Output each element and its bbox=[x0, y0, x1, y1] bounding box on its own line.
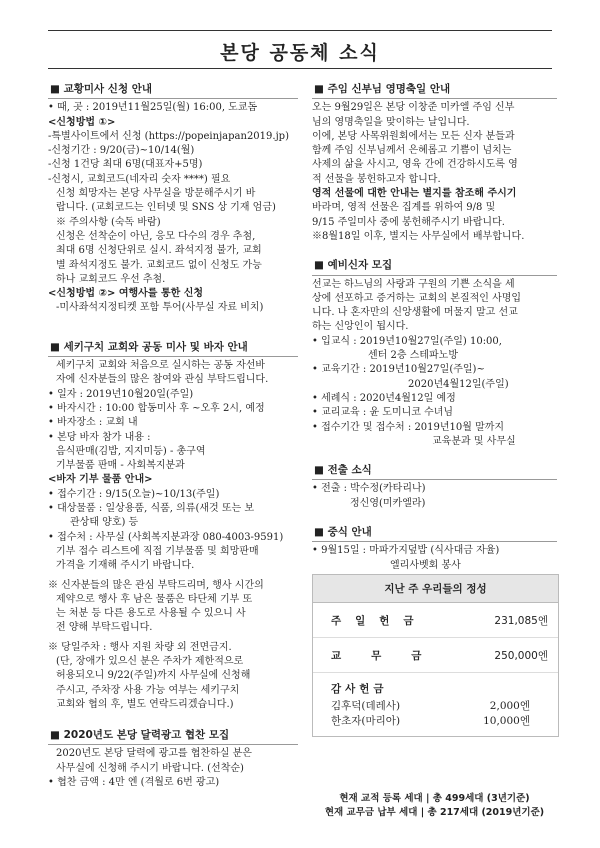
section-heading: ■ 주임 신부님 영명축일 안내 bbox=[312, 80, 557, 99]
donor-amount: 10,000엔 bbox=[483, 715, 530, 727]
text-line: • 접수기간 : 9/15(오늘)~10/13(주일) bbox=[48, 488, 220, 500]
text-line: ※ 신자분들의 많은 관심 부탁드리며, 행사 시간의 bbox=[48, 579, 264, 591]
text-line: 세키구치 교회와 처음으로 실시하는 공동 자선바 bbox=[56, 360, 266, 372]
text-line: • 세례식 : 2020년4월12일 예정 bbox=[312, 392, 456, 404]
text-line: • 일자 : 2019년10월20일(주일) bbox=[48, 388, 194, 400]
text-line: 정신영(미카엘라) bbox=[350, 497, 426, 509]
offering-amount: 231,085엔 bbox=[494, 614, 548, 627]
text-line: ※ 주의사항 (숙독 바람) bbox=[56, 216, 161, 228]
text-line: 주시고, 주차장 사용 가능 여부는 세키구치 bbox=[56, 684, 240, 696]
title-rule-bottom bbox=[48, 68, 552, 69]
text-line: • 바자시간 : 10:00 합동미사 후 ~오후 2시, 예정 bbox=[48, 402, 265, 414]
text-line: • 접수기간 및 접수처 : 2019년10월 말까지 bbox=[312, 421, 505, 433]
text-line: -신청 1건당 최대 6명(대표자+5명) bbox=[48, 159, 203, 171]
text-line: • 9월15일 : 마파가지덮밥 (식사대금 자율) bbox=[312, 545, 500, 557]
section-heading: ■ 예비신자 모집 bbox=[312, 256, 557, 275]
thanks-offering bbox=[313, 673, 558, 736]
text-line: 전 양해 부탁드립니다. bbox=[56, 622, 153, 634]
text-line: 교육분과 및 사무실 bbox=[432, 435, 516, 447]
text-line: 하나 교회코드 우선 추첨. bbox=[56, 273, 166, 285]
text-line: (단, 장애가 있으신 분은 주차가 제한적으로 bbox=[56, 655, 244, 667]
text-line: • 교육기간 : 2019년10월27일(주일)~ bbox=[312, 364, 485, 376]
section-heading: ■ 중식 안내 bbox=[312, 523, 557, 542]
text-line: 자에 신자분들의 많은 참여와 관심 부탁드립니다. bbox=[56, 374, 269, 386]
text-line: • 교리교육 : 윤 도미니코 수녀님 bbox=[312, 407, 454, 419]
text-line: 교회와 협의 후, 별도 연락드리겠습니다.) bbox=[56, 698, 234, 710]
text-line: 오는 9월29일은 본당 이창준 미카엘 주임 신부 bbox=[312, 102, 515, 114]
text-line: 적 선물을 봉헌하고자 합니다. bbox=[312, 173, 441, 185]
text-line: • 접수처 : 사무실 (사회복지분과장 080-4003-9591) bbox=[48, 531, 284, 543]
text-line: 상에 선포하고 증거하는 교회의 본질적인 사명입 bbox=[312, 292, 522, 304]
text-line: 사제의 삶을 사시고, 영육 간에 건강하시도록 영 bbox=[312, 159, 518, 171]
section-heading: ■ 세키구치 교회와 공동 미사 및 바자 안내 bbox=[48, 338, 298, 357]
text-line: -특별사이트에서 신청 (https://popeinjapan2019.jp) bbox=[48, 130, 289, 142]
offering-label: 교무금 bbox=[331, 649, 452, 662]
household-summary bbox=[312, 792, 557, 820]
text-line: 9/15 주일미사 중에 봉헌해주시기 바랍니다. bbox=[312, 216, 505, 228]
offering-row bbox=[313, 638, 558, 673]
bazaar-section bbox=[48, 338, 298, 712]
text-line: ※8월18일 이후, 별지는 사무실에서 배부합니다. bbox=[312, 230, 525, 242]
text-line: 하는 신앙인이 됩시다. bbox=[312, 321, 409, 333]
text-line: 님의 영명축일을 맞이하는 날입니다. bbox=[312, 116, 470, 128]
registered-households: 현재 교적 등록 세대 | 총 499세대 (3년기준) bbox=[339, 793, 530, 804]
text-line: 니다. 나 혼자만의 신앙생활에 머물지 말고 선교 bbox=[312, 307, 518, 319]
page-title: 본당 공동체 소식 bbox=[220, 42, 380, 64]
offering-amount: 250,000엔 bbox=[494, 649, 548, 662]
text-line: 영적 선물에 대한 안내는 별지를 참조해 주시기 bbox=[312, 188, 517, 200]
lunch-section bbox=[312, 523, 557, 573]
catechumen-section bbox=[312, 256, 557, 449]
text-line: 허용되오니 9/22(주일)까지 사무실에 신청해 bbox=[56, 670, 251, 682]
text-line: 2020년도 본당 달력에 광고를 협찬하실 분은 bbox=[56, 748, 252, 760]
donor-name: 한초자(마리아) bbox=[331, 715, 401, 727]
text-line: 이에, 본당 사목위원회에서는 모든 신자 분들과 bbox=[312, 130, 515, 142]
text-line: 관상태 양호) 등 bbox=[70, 517, 139, 529]
text-line: • 바자장소 : 교회 내 bbox=[48, 417, 138, 429]
title-rule-top bbox=[48, 30, 552, 31]
calendar-ad-section bbox=[48, 726, 298, 790]
offering-table bbox=[312, 574, 559, 737]
thanks-offering-label: 감사헌금 bbox=[331, 683, 388, 695]
text-line: 가격을 기재해 주시기 바랍니다. bbox=[56, 560, 195, 572]
text-line: -신청기간 : 9/20(금)~10/14(월) bbox=[48, 145, 195, 157]
text-line: 기부물품 판매 - 사회복지분과 bbox=[56, 460, 185, 472]
text-line: 음식판매(김밥, 지지미등) - 총구역 bbox=[56, 445, 206, 457]
text-line: 제약으로 행사 후 남은 물품은 타단체 기부 또 bbox=[56, 593, 253, 605]
text-line: 사무실에 신청해 주시기 바랍니다. (선착순) bbox=[56, 762, 244, 774]
text-line: • 협찬 금액 : 4만 엔 (격월로 6번 광고) bbox=[48, 777, 220, 789]
text-line: 기부 접수 리스트에 직접 기부물품 및 희망판매 bbox=[56, 545, 259, 557]
section-heading: ■ 교황미사 신청 안내 bbox=[48, 80, 298, 99]
text-line: • 본당 바자 참가 내용 : bbox=[48, 431, 151, 443]
donor-name: 김후덕(데레사) bbox=[331, 700, 401, 712]
text-line: 신청 희망자는 본당 사무실을 방문해주시기 바 bbox=[56, 188, 256, 200]
text-line: 함께 주임 신부님께서 은혜롭고 기쁨이 넘치는 bbox=[312, 145, 512, 157]
feast-day-section bbox=[312, 80, 557, 244]
text-line: 선교는 하느님의 사랑과 구원의 기쁜 소식을 세 bbox=[312, 278, 515, 290]
text-line: <바자 기부 물품 안내> bbox=[48, 474, 153, 486]
text-line: 랍니다. (교회코드는 인터넷 및 SNS 상 기재 엄금) bbox=[56, 202, 276, 214]
text-line: 신청은 선착순이 아닌, 응모 다수의 경우 추첨, bbox=[56, 230, 256, 242]
text-line: • 때, 곳 : 2019년11월25일(월) 16:00, 도쿄돔 bbox=[48, 102, 258, 114]
offering-table-title: 지난 주 우리들의 정성 bbox=[313, 575, 558, 603]
text-line: • 전출 : 박수정(카타리나) bbox=[312, 483, 426, 495]
thanks-row bbox=[331, 698, 548, 713]
paying-households: 현재 교무금 납부 세대 | 총 217세대 (2019년기준) bbox=[324, 807, 545, 818]
text-line: -신청시, 교회코드(네자리 숫자 ****) 필요 bbox=[48, 173, 231, 185]
text-line: 엘리사벳회 봉사 bbox=[390, 559, 461, 571]
thanks-row bbox=[331, 713, 548, 728]
text-line: 2020년4월12일(주일) bbox=[408, 378, 509, 390]
text-line: • 대상물품 : 일상용품, 식품, 의류(새것 또는 보 bbox=[48, 503, 254, 515]
text-line: <신청방법 ①> bbox=[48, 116, 116, 128]
text-line: 바라며, 영적 선물은 집계를 위하여 9/8 및 bbox=[312, 202, 496, 214]
text-line: 센터 2층 스테파노방 bbox=[368, 350, 458, 362]
text-line: -미사좌석지정티켓 포함 투어(사무실 자료 비치) bbox=[56, 302, 264, 314]
text-line: 별 좌석지정도 불가. 교회코드 없이 신청도 가능 bbox=[56, 259, 262, 271]
text-line: • 입교식 : 2019년10월27일(주일) 10:00, bbox=[312, 335, 502, 347]
text-line: 최대 6명 신청단위로 실시. 좌석지정 불가, 교회 bbox=[56, 245, 262, 257]
text-line: ※ 당일주차 : 행사 지원 차량 외 전면금지. bbox=[48, 641, 232, 653]
right-column bbox=[312, 80, 557, 573]
donor-amount: 2,000엔 bbox=[489, 700, 530, 712]
section-heading: ■ 전출 소식 bbox=[312, 461, 557, 480]
offering-row bbox=[313, 603, 558, 638]
offering-label: 주일헌금 bbox=[331, 614, 428, 627]
section-heading: ■ 2020년도 본당 달력광고 협찬 모집 bbox=[48, 726, 298, 745]
text-line: <신청방법 ②> 여행사를 통한 신청 bbox=[48, 288, 204, 300]
text-line: 는 처분 등 다른 용도로 사용될 수 있으니 사 bbox=[56, 608, 246, 620]
left-column bbox=[48, 80, 298, 790]
papal-mass-section bbox=[48, 80, 298, 316]
transfer-section bbox=[312, 461, 557, 511]
